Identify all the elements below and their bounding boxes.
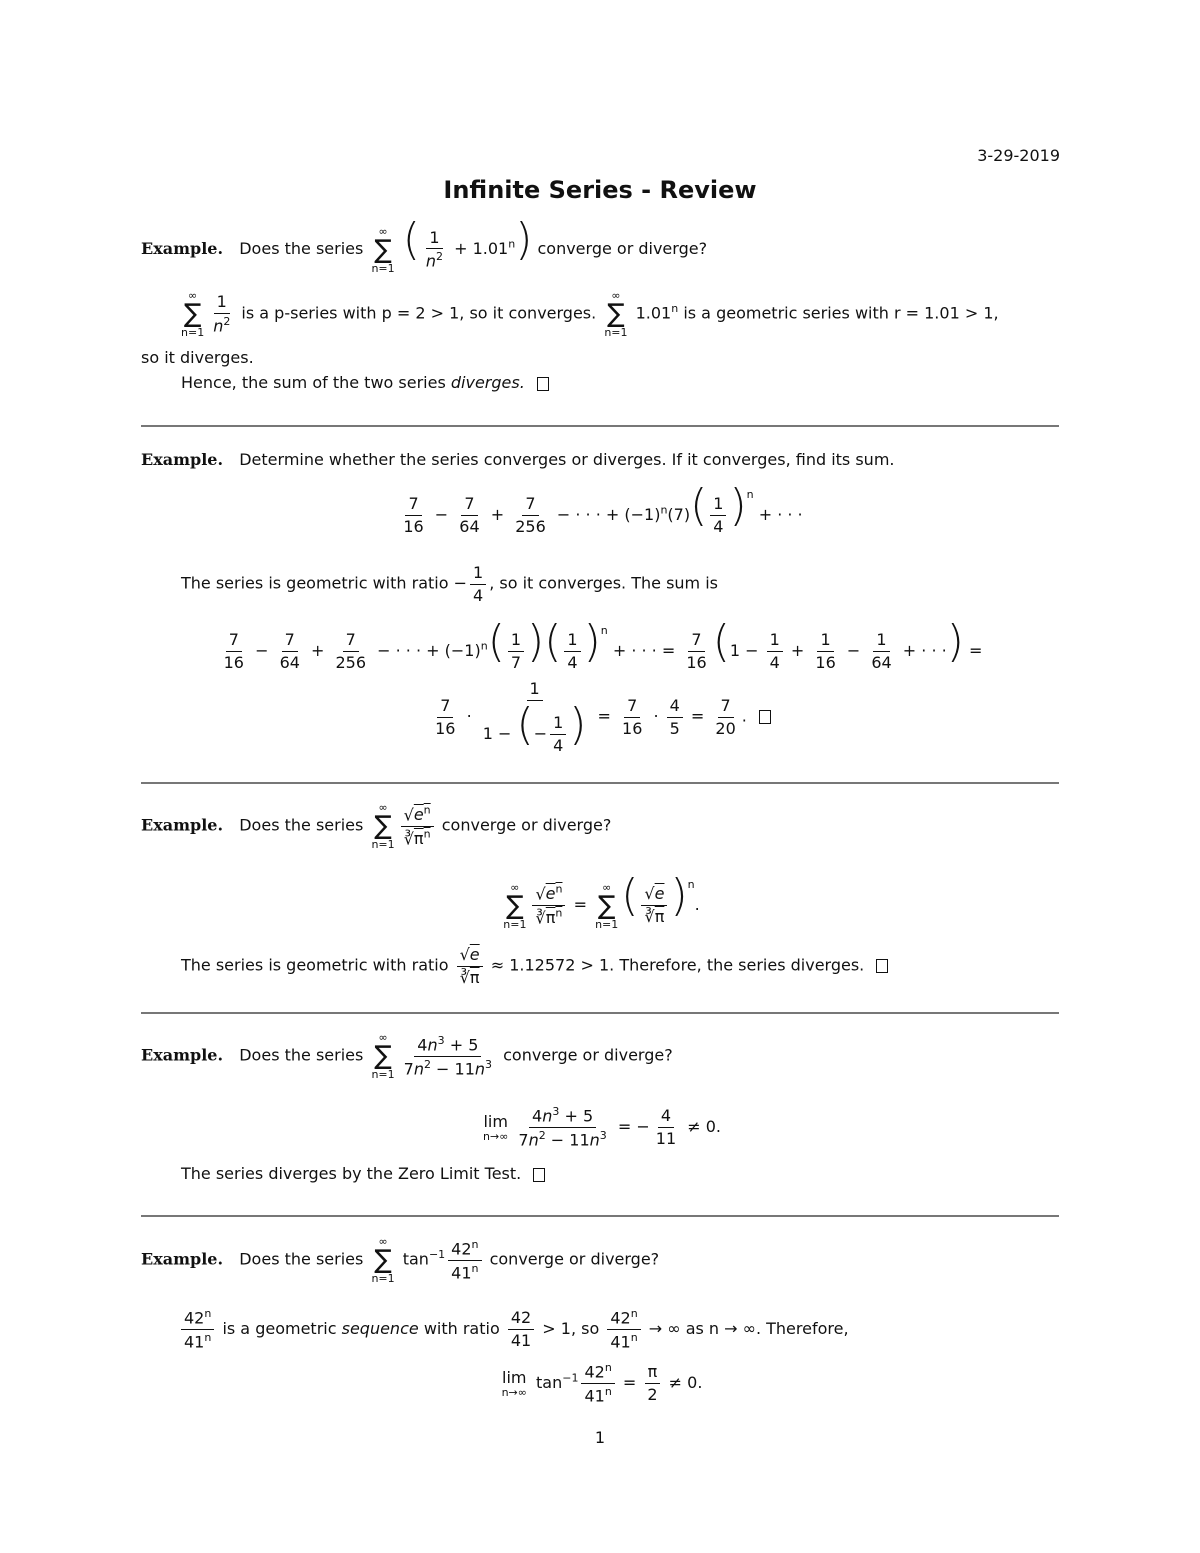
example-label: Example. [141, 239, 224, 258]
sum-symbol: ∞ ∑ n=1 [181, 289, 205, 339]
example-label: Example. [141, 1045, 224, 1065]
sum-symbol: ∞ ∑ n=1 [371, 224, 395, 275]
example-2-question [141, 450, 894, 469]
question-text: Determine whether the series converges or diverges. If it converges, find its sum. [239, 450, 895, 469]
example-3-ratio-line: The series is geometric with ratio $\frac{√e}{∛\overline{\pi}}$ ≈ 1.12572 > 1. Therefore, the series diverges. [181, 946, 888, 986]
sum-derivation-2: $\frac{7}{16}$ · 1 1 − (− $\frac{1}{4}$ ) = $\frac{7}{16}$ · $\frac{4}{5}$ = $\frac{7}{20}$ . [0, 680, 1200, 754]
conclusion-text: Hence, the sum of the two series [181, 373, 446, 392]
conclusion-emphasis: diverges. [450, 373, 525, 392]
solution-text: is a p-series with p = 2 > 1, so it converges. [241, 303, 597, 323]
solution-text: with ratio [423, 1318, 500, 1338]
example-1-solution-line: ∞ ∑ n=1 $\frac{1}{n^2}$ is a p-series with p = 2 > 1, so it converges. ∞ ∑ n=1 1.01$^n$ is a geometric series with r = 1.01 > 1, [181, 289, 999, 339]
limit-display: lim n→∞ $\frac{4n^3 + 5}{7n^2 - 11n^3}$ = − $\frac{4}{11}$ ≠ 0. [483, 1105, 721, 1150]
qed-square-icon [533, 1168, 545, 1182]
example-3-question: Example. Does the series ∞ ∑ n=1 $\frac{√e^n}{∛\pi^n}$ converge or diverge? [141, 801, 612, 851]
ratio-text: The series is geometric with ratio [181, 573, 449, 593]
series-display: $\frac{7}{16}$ − $\frac{7}{64}$ + $\frac{7}{256}$ − · · · + $(-1)^n(7)$( $\frac{1}{4}$ )$^n$ + · · · [403, 480, 803, 536]
divider [141, 425, 1059, 427]
solution-text: is a geometric [222, 1318, 337, 1338]
page-number: 1 [594, 1428, 606, 1447]
example-4-conclusion [181, 1164, 545, 1183]
conclusion-text: The series diverges by the Zero Limit Test. [181, 1164, 522, 1183]
solution-emphasis: sequence [341, 1318, 419, 1338]
example-2-ratio-line: The series is geometric with ratio − $\frac{1}{4}$ , so it converges. The sum is [181, 563, 718, 605]
paren-open: ( [402, 214, 420, 265]
example-1-conclusion [181, 373, 549, 392]
ratio-text-end: , so it converges. The sum is [489, 573, 718, 593]
limit-display-2: lim n→∞ $\tan^{-1}$ $\frac{42^n}{41^n}$ = $\frac{\pi}{2}$ ≠ 0. [501, 1361, 703, 1406]
divider [141, 1012, 1059, 1014]
qed-square-icon [537, 377, 549, 391]
question-text: Does the series [239, 1249, 364, 1269]
fraction: $\frac{1}{n^2}$ [425, 227, 444, 271]
question-text: Does the series [239, 815, 364, 835]
divider [141, 782, 1059, 784]
question-text: Does the series [239, 239, 364, 258]
page-title: Infinite Series - Review [443, 176, 757, 204]
date: 3-29-2019 [977, 146, 1060, 165]
ratio-text-end: ≈ 1.12572 > 1. Therefore, the series diverges. [490, 955, 865, 975]
example-label: Example. [141, 450, 224, 469]
example-label: Example. [141, 1249, 224, 1269]
divider [141, 1215, 1059, 1217]
example-5-solution-line: $\frac{42^n}{41^n}$ is a geometric sequence with ratio $\frac{42}{41}$ > 1, so $\frac{42^n}{41^n}$ → ∞ as n → ∞. Therefore, [178, 1308, 849, 1351]
example-4-question: Example. Does the series ∞ ∑ n=1 $\frac{4n^3 + 5}{7n^2 - 11n^3}$ converge or diverge? [141, 1031, 673, 1081]
example-label: Example. [141, 815, 224, 835]
solution-text: > 1, so [542, 1318, 600, 1338]
series-rewrite: ∞ ∑ n=1 $\frac{√e^n}{∛\pi^n}$ = ∞ ∑ n=1 ( $\frac{√e}{∛\overline{\pi}}$ )$^n$. [503, 870, 700, 931]
sum-symbol: ∞ ∑ n=1 [604, 289, 628, 339]
solution-text: is a geometric series with r = 1.01 > 1, [683, 303, 999, 323]
sum-derivation-1: $\frac{7}{16}$ − $\frac{7}{64}$ + $\frac{7}{256}$ − · · · + $(-1)^n$( $\frac{1}{7}$ )( $\frac{1}{4}$ )$^n$ + · · · = $\frac{7}{16}$ (1 − $\frac{1}{4}$ + $\frac{1}{16}$ − $\frac{1}{64}$ + · · ·) = [223, 616, 983, 672]
question-text-end: converge or diverge? [537, 239, 708, 258]
fraction: $\frac{1}{n^2}$ [213, 292, 231, 336]
question-text-end: converge or diverge? [489, 1249, 660, 1269]
qed-square-icon [876, 959, 888, 973]
qed-square-icon [759, 710, 771, 724]
paren-close: ) [515, 214, 533, 265]
question-text-end: converge or diverge? [503, 1045, 673, 1065]
question-text: Does the series [239, 1045, 364, 1065]
ratio-text: The series is geometric with ratio [181, 955, 449, 975]
question-text-end: converge or diverge? [441, 815, 612, 835]
solution-text-end: → ∞ as n → ∞. Therefore, [648, 1318, 849, 1338]
example-1-question: Example. Does the series ∞ ∑ n=1 ( $\frac{1}{n^2}$ + $1.01^n$) converge or diverge? [141, 214, 708, 275]
example-1-solution-cont: so it diverges. [141, 348, 254, 367]
example-5-question: Example. Does the series ∞ ∑ n=1 $\tan^{-1}$ $\frac{42^n}{41^n}$ converge or diverge? [141, 1235, 660, 1285]
